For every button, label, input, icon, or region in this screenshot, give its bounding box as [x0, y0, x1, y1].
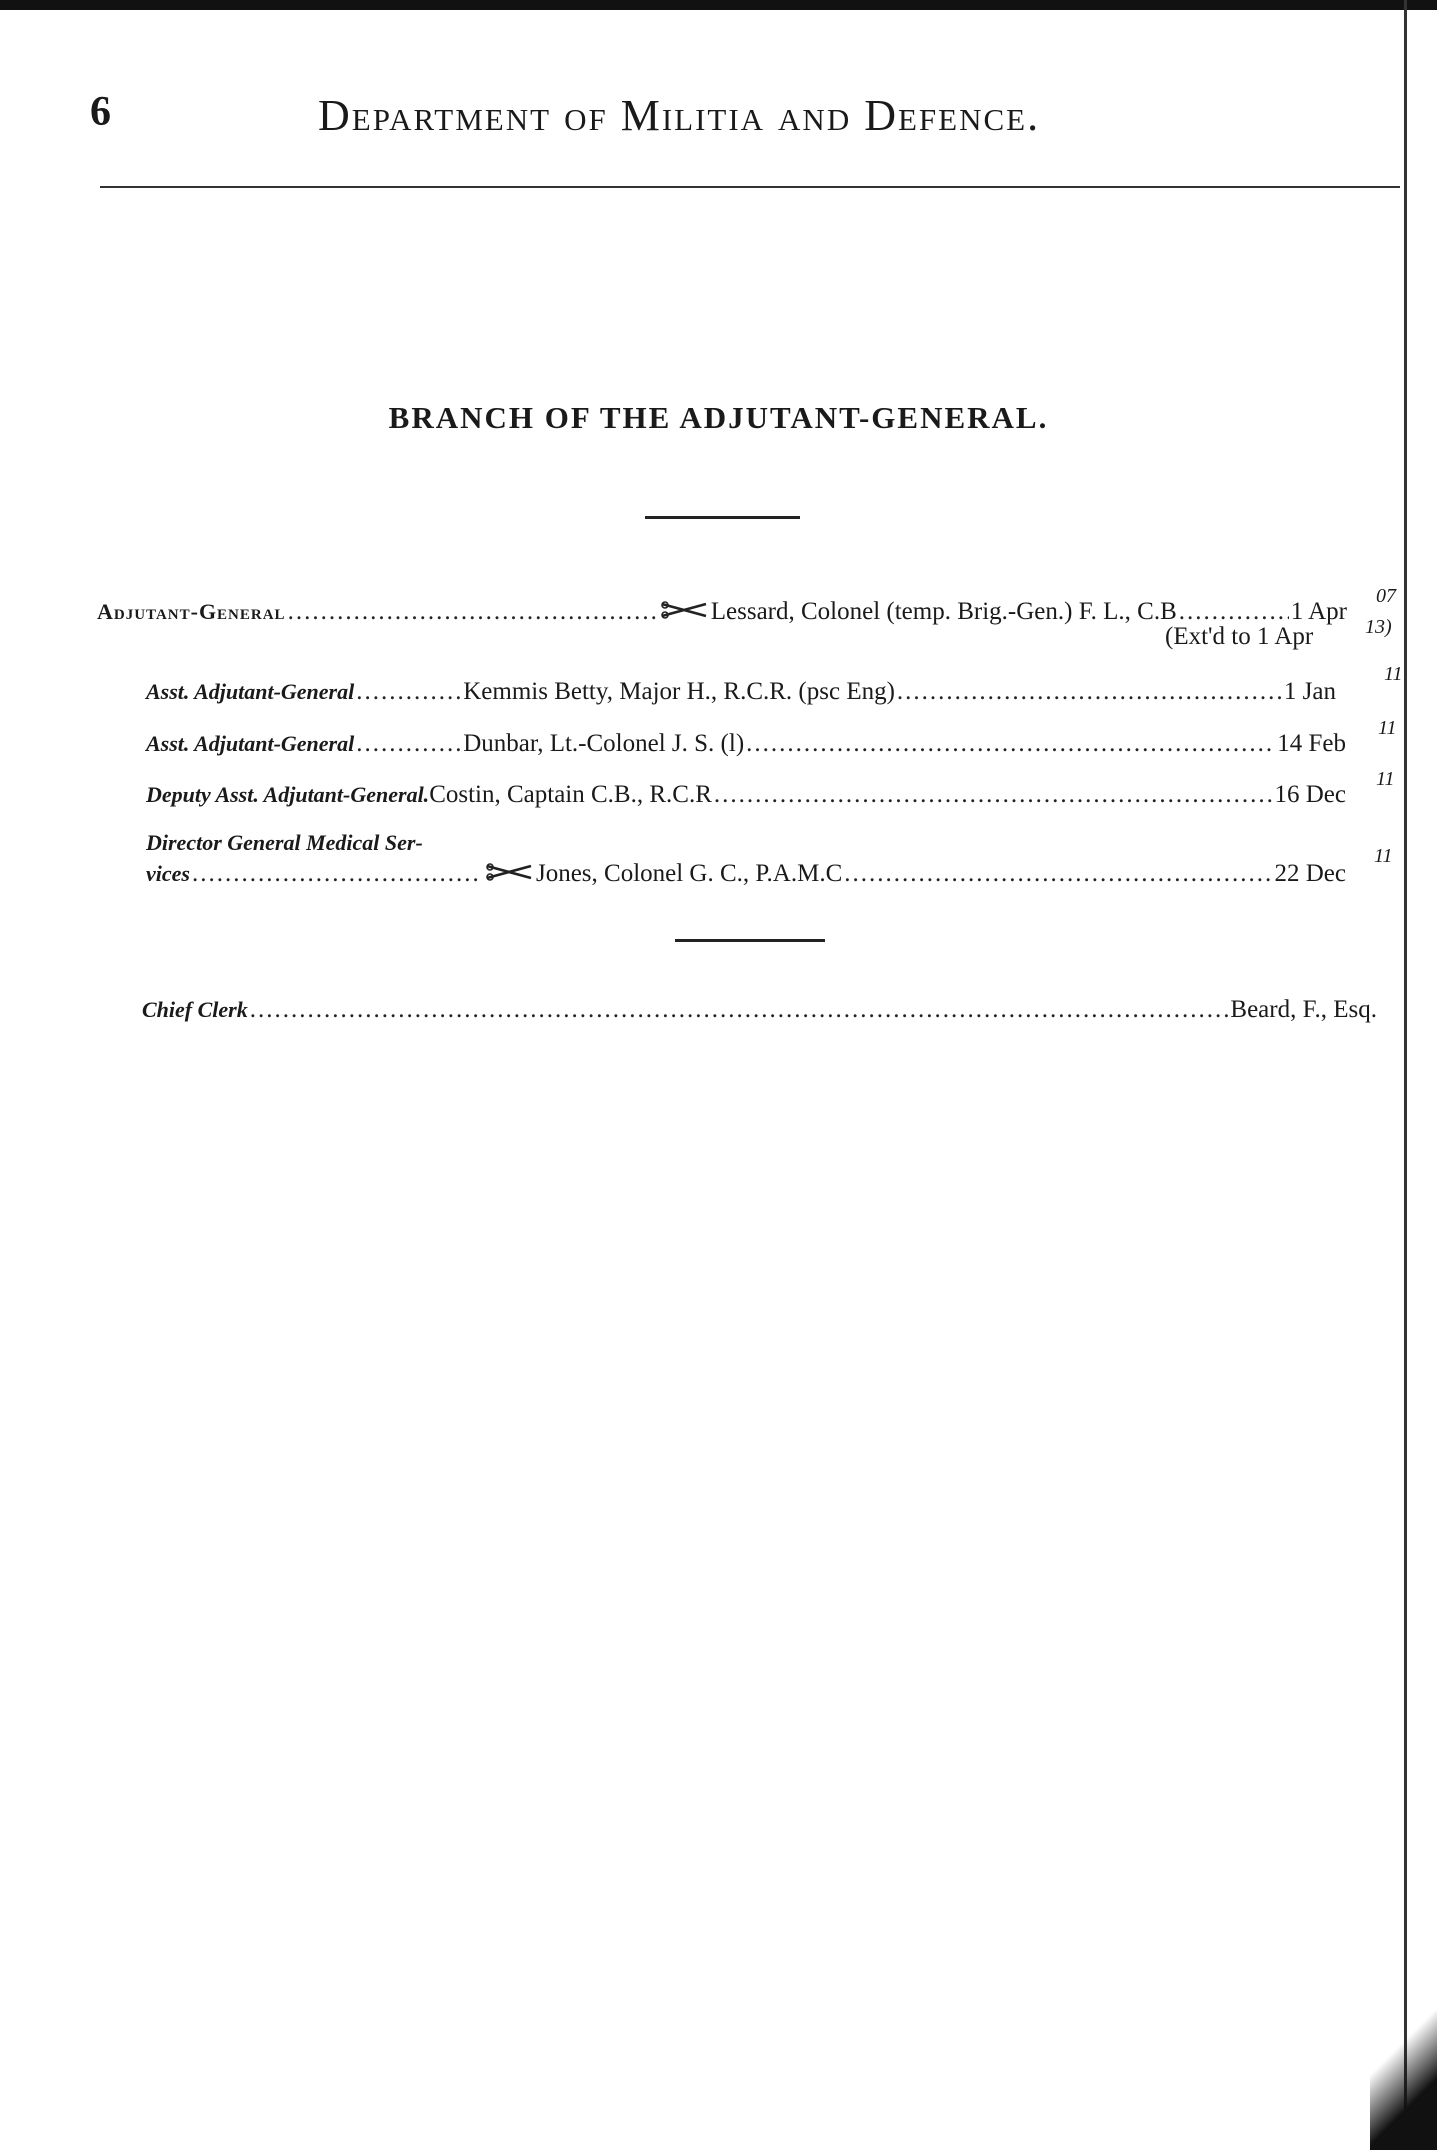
holder-name: Lessard, Colonel (temp. Brig.-Gen.) F. L., C.B — [710, 598, 1177, 625]
running-title: Department of Militia and Defence. — [318, 91, 1041, 140]
extension-note: (Ext'd to 1 Apr — [1165, 623, 1314, 650]
holder-name: Costin, Captain C.B., R.C.R — [429, 781, 712, 808]
appointment-row — [146, 857, 1346, 891]
dot-leader — [356, 727, 461, 761]
crossed-swords-icon — [659, 599, 709, 621]
page-corner-shadow — [1370, 1980, 1437, 2150]
office-title: Asst. Adjutant-General — [146, 731, 355, 756]
office-title: Chief Clerk — [142, 997, 248, 1022]
appointment-date: 14 Feb — [1277, 730, 1346, 757]
appointment-year: 11 — [1374, 845, 1393, 867]
appointment-year: 11 — [1378, 717, 1397, 739]
dot-leader — [192, 857, 482, 891]
office-title-line1: Director General Medical Ser- — [146, 830, 423, 855]
holder-name: Dunbar, Lt.-Colonel J. S. (l) — [463, 730, 745, 757]
header-rule — [100, 186, 1400, 188]
page-top-edge — [0, 0, 1437, 10]
section-divider — [645, 516, 800, 519]
section-divider — [675, 939, 825, 942]
page-number: 6 — [90, 89, 111, 135]
office-title-line2: vices — [146, 861, 190, 886]
dot-leader — [746, 727, 1275, 761]
office-title: Deputy Asst. Adjutant-General. — [146, 782, 430, 807]
appointment-row — [97, 595, 1347, 629]
office-title: Adjutant-General — [97, 599, 286, 624]
appointment-row — [146, 778, 1346, 812]
dot-leader — [356, 675, 461, 709]
crossed-swords-icon — [484, 861, 534, 883]
appointment-row — [146, 727, 1346, 761]
appointment-date: 22 Dec — [1274, 860, 1346, 887]
holder-name: Jones, Colonel G. C., P.A.M.C — [535, 860, 843, 887]
extension-year: 13) — [1365, 616, 1392, 638]
appointment-year: 11 — [1384, 663, 1403, 685]
office-title: Asst. Adjutant-General — [146, 679, 355, 704]
appointment-year: 07 — [1376, 585, 1396, 607]
dot-leader — [288, 595, 657, 629]
appointment-row — [146, 675, 1336, 709]
office-holder — [659, 595, 1177, 629]
holder-name: Kemmis Betty, Major H., R.C.R. (psc Eng) — [463, 678, 895, 705]
appointment-date: 16 Dec — [1274, 781, 1346, 808]
dot-leader — [250, 993, 1229, 1027]
holder-name: Beard, F., Esq. — [1230, 996, 1377, 1023]
chief-clerk-row — [142, 993, 1377, 1027]
office-holder — [484, 857, 842, 891]
dot-leader — [844, 857, 1272, 891]
dot-leader — [714, 778, 1273, 812]
appointment-year: 11 — [1376, 768, 1395, 790]
appointment-date: 1 Jan — [1283, 678, 1336, 705]
page-binding-edge — [1404, 0, 1407, 2150]
dot-leader — [897, 675, 1282, 709]
appointment-date: 1 Apr — [1290, 598, 1347, 625]
section-title: BRANCH OF THE ADJUTANT-GENERAL. — [388, 400, 1049, 435]
